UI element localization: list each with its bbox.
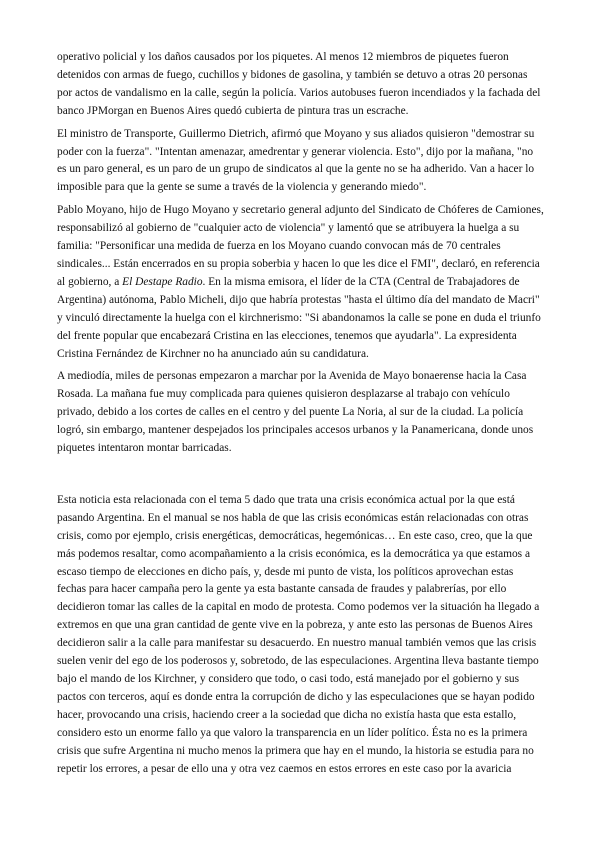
article-paragraph-1: operativo policial y los daños causados por los piquetes. Al menos 12 miembros de piquetes fueron detenidos con armas de fuego, cuchillos y bidones de gasolina, y también se detuvo a otras 20 personas por actos de vandalismo en la calle, según la policía. Varios autobuses fueron incendiados y la fachada del banco JPMorgan en Buenos Aires quedó cubierta de pintura tras un escrache. xyxy=(57,51,541,117)
article-paragraph-3-text-a: Pablo Moyano, hijo de Hugo Moyano y secretario general adjunto del Sindicato de Chóferes de Camiones, responsabilizó al gobierno de "cualquier acto de violencia" y lamentó que se atribuyera la huelga a su familia: "Personificar una medida de fuerza en los Moyano cuando convocan más de 70 centrales sindicales... Están encerrados en su propia soberbia y hacen lo que les dice el FMI", declaró, en referencia al gobierno, a xyxy=(57,204,544,288)
document-page xyxy=(57,49,545,783)
section-gap xyxy=(57,463,545,492)
article-paragraph-3 xyxy=(57,202,545,363)
article-paragraph-4: A mediodía, miles de personas empezaron a marchar por la Avenida de Mayo bonaerense hacia la Casa Rosada. La mañana fue muy complicada para quienes quisieron desplazarse al trabajo con vehículo privado, debido a los cortes de calles en el centro y del puente La Noria, al sur de la ciudad. La policía logró, sin embargo, mantener despejados los principales accesos urbanos y la Panamericana, donde unos piquetes intentaron montar barricadas. xyxy=(57,370,534,455)
commentary-paragraph: Esta noticia esta relacionada con el tema 5 dado que trata una crisis económica actual por la que está pasando Argentina. En el manual se nos habla de que las crisis económicas están relacionadas con otras crisis, como por ejemplo, crisis energéticas, democráticas, hegemónicas… En este caso, creo, que la que más podemos resaltar, como acompañamiento a la crisis económica, es la democrática ya que estamos a escaso tiempo de elecciones en dicho país, y, desde mi punto de vista, los políticos aprovechan estas fechas para hacer campaña pero la gente ya esta bastante cansada de fraudes y palabrerías, por ello decidieron tomar las calles de la capital en modo de protesta. Como podemos ver la situación ha llegado a extremos en que una gran cantidad de gente vive en la pobreza, y ante esto las personas de Buenos Aires decidieron salir a la calle para manifestar su desacuerdo. En nuestro manual también vemos que las crisis suelen venir del ego de los poderosos y, sobretodo, de las especulaciones. Argentina lleva bastante tiempo bajo el mando de los Kirchner, y considero que todo, o casi todo, está manejado por el gobierno y sus pactos con terceros, aquí es donde entra la corrupción de dicho y las especulaciones que se hayan podido hacer, provocando una crisis, haciendo creer a la sociedad que dicha no existía hasta que esta estallo, considero esto un enorme fallo ya que valoro la transparencia en un líder político. Ésta no es la primera crisis que sufre Argentina ni mucho menos la primera que hay en el mundo, la historia se estudia para no repetir los errores, a pesar de ello una y otra vez caemos en estos errores en este caso por la avaricia xyxy=(57,493,540,775)
radio-name: El Destape Radio xyxy=(122,275,203,288)
article-paragraph-3-text-b: . En la misma emisora, el líder de la CTA (Central de Trabajadores de Argentina) autónoma, Pablo Micheli, dijo que habría protestas "hasta el último día del mandato de Macri" y vinculó directamente la huelga con el kirchnerismo: "Si abandonamos la calle se pone en duda el triunfo del frente popular que encabezará Cristina en las elecciones, tenemos que ayudarla". La expresidenta Cristina Fernández de Kirchner no ha anunciado aún su candidatura. xyxy=(57,275,541,360)
article-paragraph-2: El ministro de Transporte, Guillermo Dietrich, afirmó que Moyano y sus aliados quisieron "demostrar su poder con la fuerza". "Intentan amenazar, amedrentar y generar violencia. Esto", dijo por la mañana, "no es un paro general, es un paro de un grupo de sindicatos al que la gente no se ha adherido. Van a hacer lo imposible para que la gente se sume a través de la violencia y generando miedo". xyxy=(57,127,535,194)
